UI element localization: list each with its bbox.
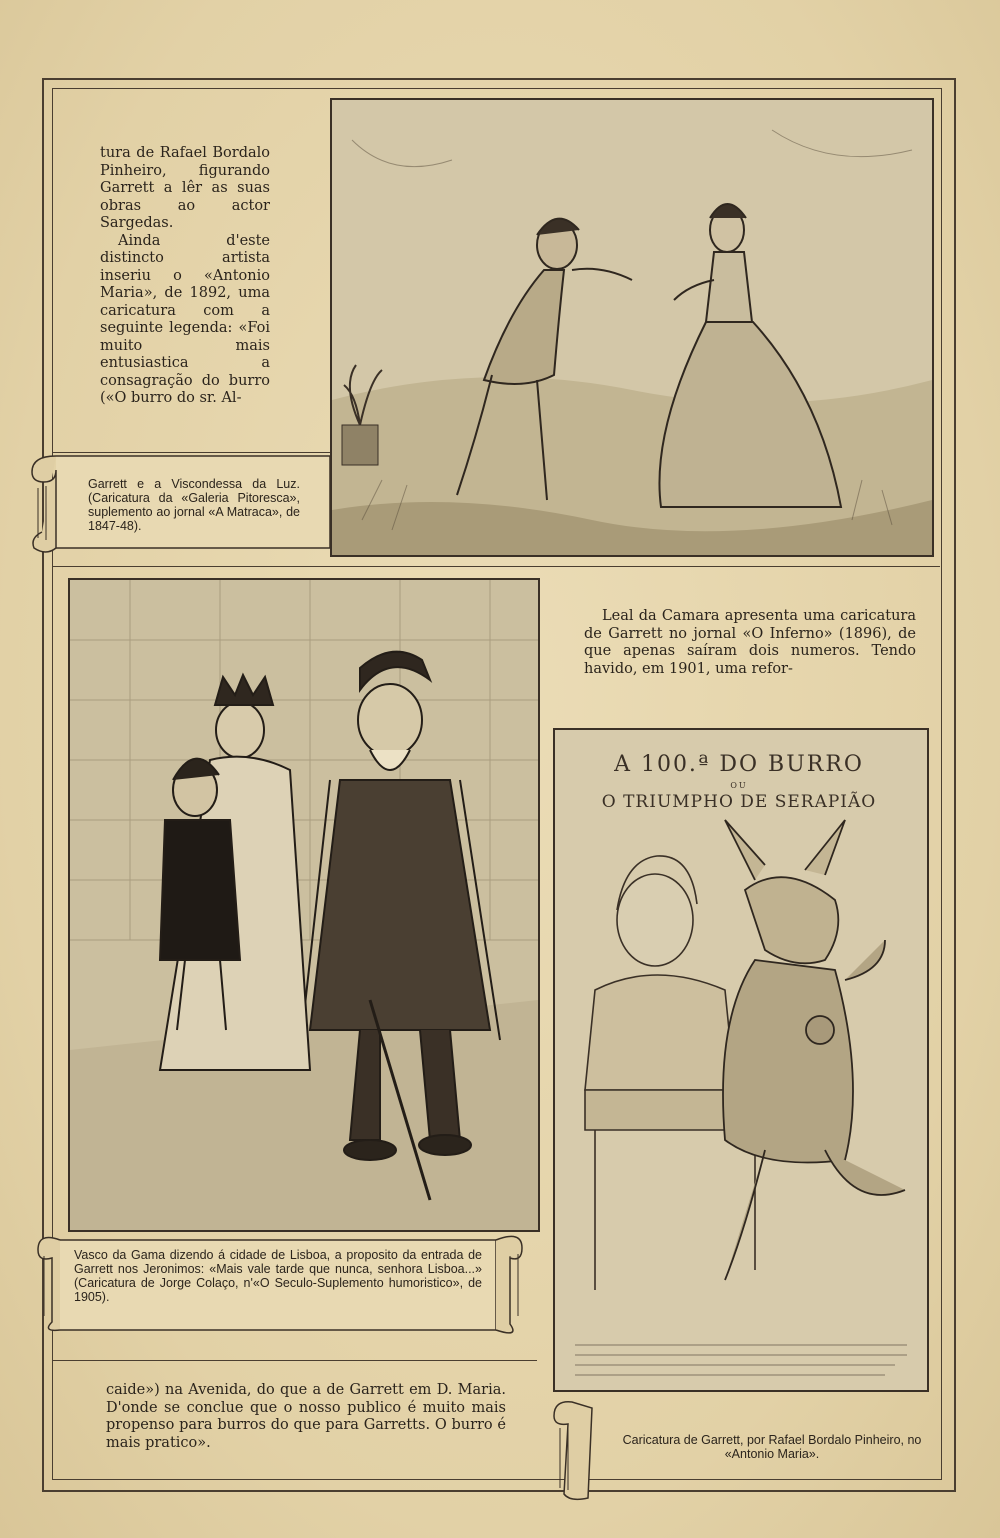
illustration-vasco-da-gama [68, 578, 540, 1232]
rule-left-column-bottom [52, 1360, 537, 1361]
caption-bordalo: Caricatura de Garrett, por Rafael Bordalo Pinheiro, no «Antonio Maria». [622, 1433, 922, 1461]
scroll-caption-bordalo [548, 1394, 608, 1504]
poster-title: A 100.ª DO BURRO [614, 752, 864, 777]
right-text-block: Leal da Camara apresenta uma caricatura de Garrett no jornal «O Inferno» (1896), de que apenas saíram dois numeros. Tendo havido, em 1901, uma refor- [584, 608, 916, 677]
bottom-left-text-block: caide») na Avenida, do que a de Garrett em D. Maria. D'onde se conclue que o nosso publico é muito mais propenso para burros do que para Garretts. O burro é mais pratico». [106, 1382, 506, 1451]
top-left-paragraph-1: tura de Rafael Bordalo Pinheiro, figurando Garrett a lêr as suas obras ao actor Sargedas. [100, 145, 270, 231]
scroll-bordalo-banner [548, 1394, 608, 1504]
poster-subtitle: O TRIUMPHO DE SERAPIÃO [601, 792, 877, 812]
rule-mid-horizontal [52, 566, 940, 567]
top-left-text-block [100, 145, 270, 408]
caption-vasco: Vasco da Gama dizendo á cidade de Lisboa, a proposito da entrada de Garrett nos Jeronimos: «Mais vale tarde que nunca, senhora Lisboa...» (Caricatura de Jorge Colaço, n'«O Seculo-Suplemento humoristico», de 1905). [74, 1248, 482, 1304]
illustration-poster-burro [553, 728, 929, 1392]
illustration-garrett-viscondessa-drawing [332, 100, 932, 555]
illustration-poster-burro-drawing [555, 730, 927, 1390]
illustration-vasco-da-gama-drawing [70, 580, 538, 1230]
illustration-garrett-viscondessa [330, 98, 934, 557]
top-left-paragraph-2: Ainda d'este distincto artista inseriu o «Antonio Maria», de 1892, uma caricatura com a seguinte legenda: «Foi muito mais entusiastica a consagração do burro («O burro do sr. Al- [100, 232, 270, 406]
poster-of: OU [730, 781, 748, 790]
caption-viscondessa: Garrett e a Viscondessa da Luz. (Caricatura da «Galeria Pitoresca», suplemento ao jornal «A Matraca», de 1847-48). [88, 477, 300, 533]
